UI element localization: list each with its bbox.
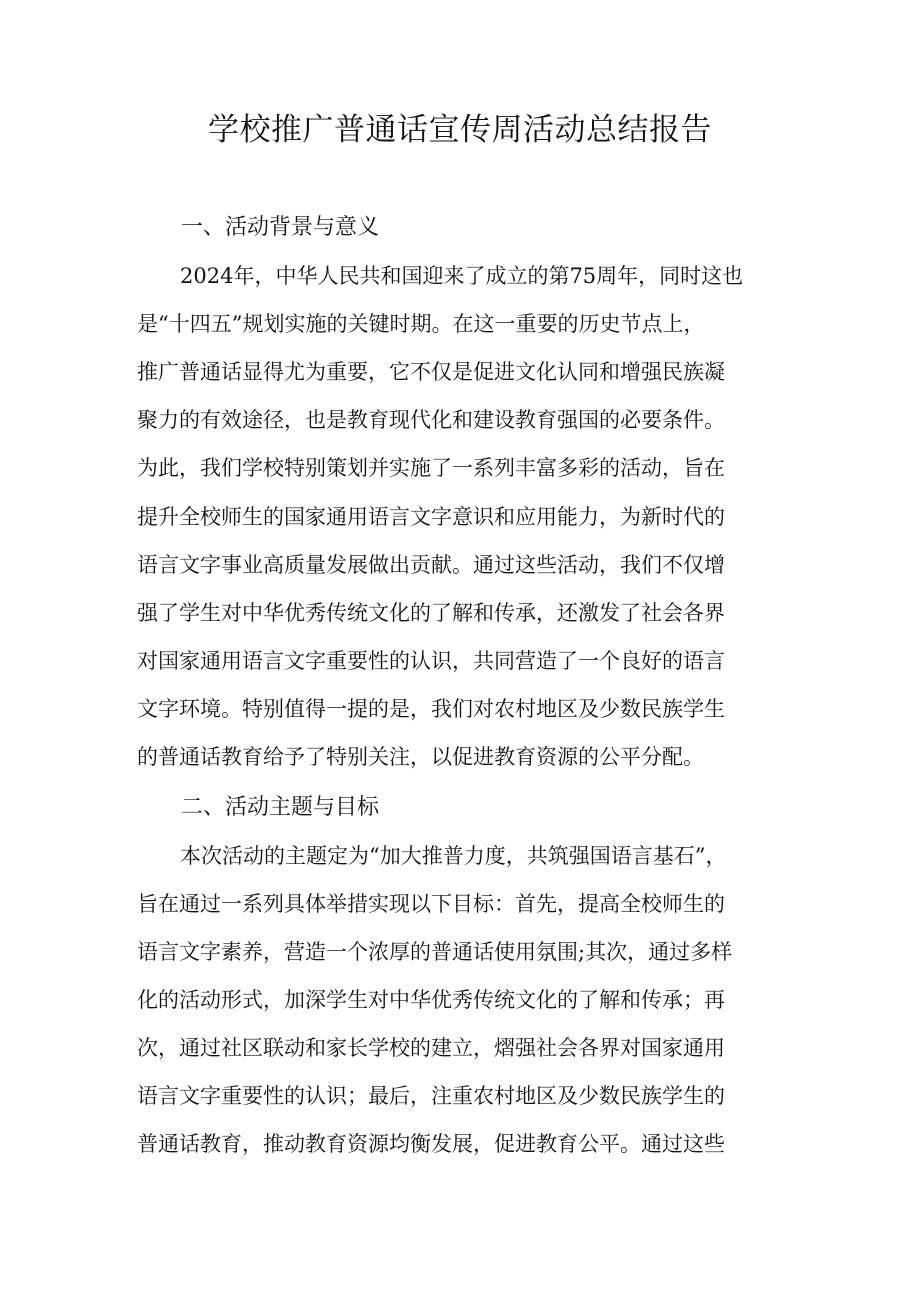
paragraph-line: 2024年，中华人民共和国迎来了成立的第75周年，同时这也 [180,264,744,288]
paragraph-line: 语言文字素养，营造一个浓厚的普通话使用氛围;其次，通过多样 [137,940,733,964]
paragraph-line: 次，通过社区联动和家长学校的建立，熠强社会各界对国家通用 [137,1036,725,1060]
paragraph-line: 是“十四五”规划实施的关键时期。在这一重要的历史节点上， [137,312,705,336]
paragraph-line: 旨在通过一系列具体举措实现以下目标：首先，提高全校师生的 [137,892,725,916]
paragraph-line: 语言文字事业高质量发展做出贡献。通过这些活动，我们不仅增 [137,553,725,577]
section-heading-theme: 二、活动主题与目标 [181,795,380,820]
paragraph-line: 本次活动的主题定为“加大推普力度，共筑强国语言基石”， [180,844,727,868]
paragraph-line: 提升全校师生的国家通用语言文字意识和应用能力，为新时代的 [137,505,725,529]
paragraph-line: 的普通话教育给予了特别关注，以促进教育资源的公平分配。 [137,745,704,769]
document-title: 学校推广普通话宣传周活动总结报告 [208,112,712,148]
paragraph-line: 为此，我们学校特别策划并实施了一系列丰富多彩的活动，旨在 [137,456,725,480]
section-heading-background: 一、活动背景与意义 [181,215,380,240]
paragraph-line: 对国家通用语言文字重要性的认识，共同营造了一个良好的语言 [137,649,725,673]
paragraph-line: 文字环境。特别值得一提的是，我们对农村地区及少数民族学生 [137,697,725,721]
paragraph-line: 化的活动形式，加深学生对中华优秀传统文化的了解和传承；再 [137,988,725,1012]
paragraph-line: 普通话教育，推动教育资源均衡发展，促进教育公平。通过这些 [137,1132,725,1156]
paragraph-line: 聚力的有效途径，也是教育现代化和建设教育强国的必要条件。 [137,408,725,432]
paragraph-line: 语言文字重要性的认识；最后，注重农村地区及少数民族学生的 [137,1084,725,1108]
paragraph-line: 推广普通话显得尤为重要，它不仅是促进文化认同和增强民族凝 [137,360,725,384]
paragraph-line: 强了学生对中华优秀传统文化的了解和传承，还激发了社会各界 [137,601,725,625]
